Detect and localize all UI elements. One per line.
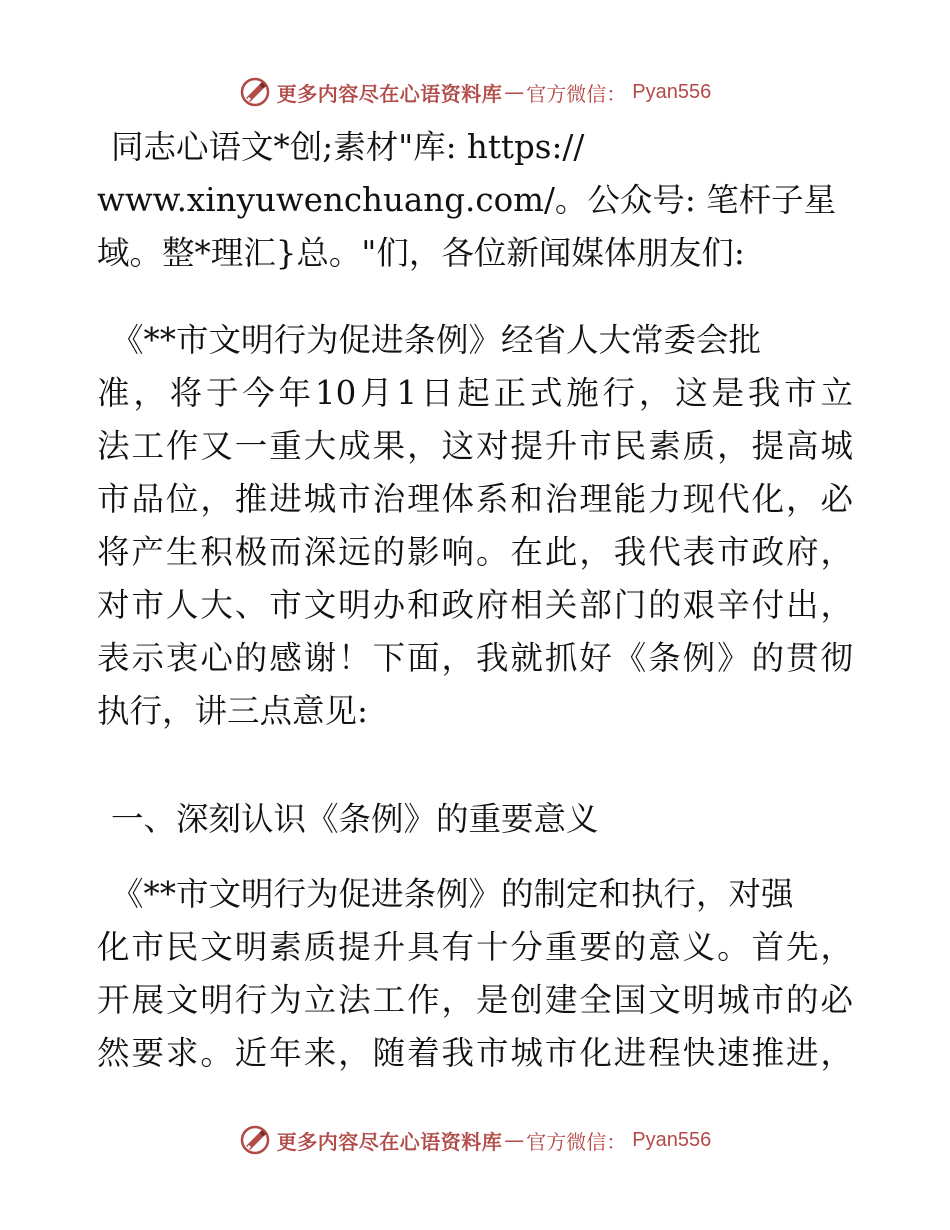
text-line: 表示衷心的感谢！下面，我就抓好《条例》的贯彻 xyxy=(97,639,853,677)
section-heading xyxy=(97,793,853,846)
text-line: 《**市文明行为促进条例》的制定和执行，对强 xyxy=(111,875,794,913)
paragraph-intro xyxy=(97,121,853,280)
text-line: 《**市文明行为促进条例》经省人大常委会批 xyxy=(111,321,762,359)
banner-wechat-id: Pyan556 xyxy=(632,80,712,103)
watermark-banner-top xyxy=(0,72,950,112)
banner-wechat-label: 官方微信 xyxy=(526,81,607,106)
text-line: 执行，讲三点意见: xyxy=(97,692,368,730)
banner-colon: ： xyxy=(606,81,627,106)
banner-title: 更多内容尽在心语资料库 xyxy=(276,1129,503,1154)
text-line: 化市民文明素质提升具有十分重要的意义。首先， xyxy=(97,928,853,966)
pen-logo-icon xyxy=(239,1124,271,1156)
banner-wechat-label: 官方微信 xyxy=(526,1129,607,1154)
banner-separator: — xyxy=(504,1128,525,1152)
text-line: 域。整*理汇}总。"们，各位新闻媒体朋友们: xyxy=(97,234,745,272)
text-line: 对市人大、市文明办和政府相关部门的艰辛付出， xyxy=(97,586,853,624)
text-line: www.xinyuwenchuang.com/。公众号: 笔杆子星 xyxy=(97,181,837,219)
pen-logo-icon xyxy=(239,76,271,108)
text-line: 法工作又一重大成果，这对提升市民素质，提高城 xyxy=(97,427,853,465)
paragraph-significance xyxy=(97,868,853,1080)
banner-separator: — xyxy=(504,80,525,104)
banner-title: 更多内容尽在心语资料库 xyxy=(276,81,503,106)
text-line: 同志心语文*创;素材"库: https:// xyxy=(111,128,585,166)
text-line: 将产生积极而深远的影响。在此，我代表市政府， xyxy=(97,533,853,571)
text-line: 市品位，推进城市治理体系和治理能力现代化，必 xyxy=(97,480,853,518)
watermark-banner-bottom xyxy=(0,1120,950,1160)
paragraph-regulation xyxy=(97,314,853,738)
text-line: 开展文明行为立法工作，是创建全国文明城市的必 xyxy=(97,981,853,1019)
text-line: 准，将于今年10月1日起正式施行，这是我市立 xyxy=(97,374,853,412)
banner-colon: ： xyxy=(606,1129,627,1154)
text-line: 然要求。近年来，随着我市城市化进程快速推进， xyxy=(97,1034,853,1072)
heading-line: 一、深刻认识《条例》的重要意义 xyxy=(111,800,599,838)
banner-wechat-id: Pyan556 xyxy=(632,1128,712,1151)
